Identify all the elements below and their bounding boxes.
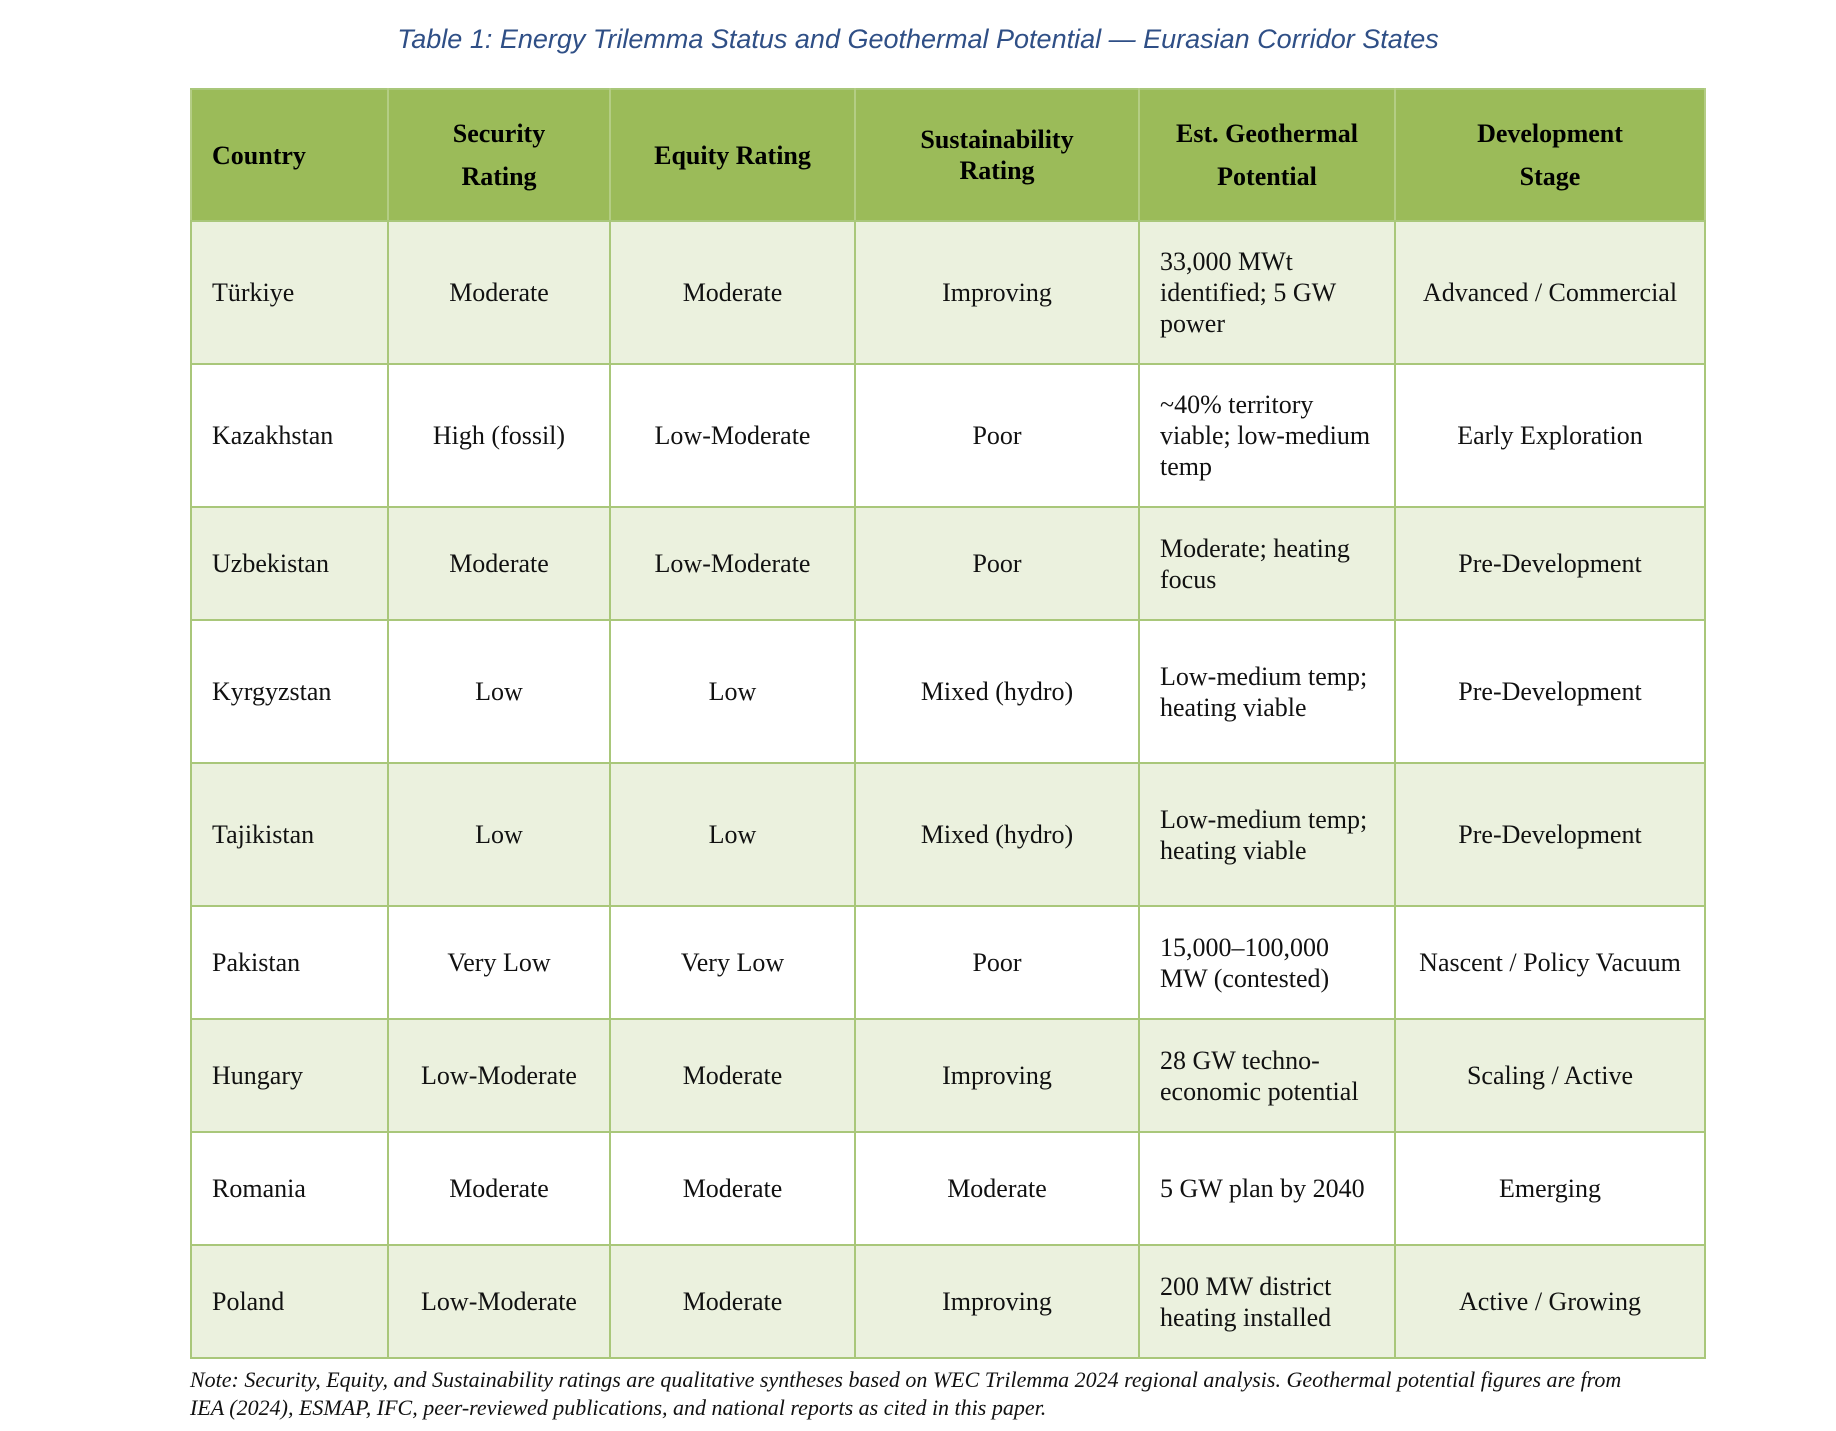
header-development-stage	[1395, 89, 1705, 221]
cell-equity-rating: Moderate	[610, 221, 855, 364]
cell-development-stage: Scaling / Active	[1395, 1019, 1705, 1132]
header-security-line-1: Security	[452, 119, 546, 148]
header-country	[191, 89, 388, 221]
cell-geothermal-potential: Low-medium temp; heating viable	[1139, 620, 1395, 763]
table-header	[191, 89, 1705, 221]
cell-geothermal-potential: 15,000–100,000 MW (contested)	[1139, 906, 1395, 1019]
cell-geothermal-potential: 5 GW plan by 2040	[1139, 1132, 1395, 1245]
cell-equity-rating: Low	[610, 620, 855, 763]
cell-country: Tajikistan	[191, 763, 388, 906]
cell-country: Uzbekistan	[191, 507, 388, 620]
cell-equity-rating: Low-Moderate	[610, 507, 855, 620]
table-row	[191, 1019, 1705, 1132]
header-equity-line: Equity Rating	[654, 140, 811, 170]
cell-development-stage: Pre-Development	[1395, 507, 1705, 620]
cell-equity-rating: Moderate	[610, 1019, 855, 1132]
cell-sustainability-rating: Improving	[855, 1245, 1139, 1358]
cell-sustainability-rating: Poor	[855, 507, 1139, 620]
cell-security-rating: Moderate	[388, 1132, 610, 1245]
table-row	[191, 507, 1705, 620]
cell-country: Romania	[191, 1132, 388, 1245]
table-caption: Table 1: Energy Trilemma Status and Geothermal Potential — Eurasian Corridor States	[397, 24, 1439, 54]
cell-security-rating: Moderate	[388, 507, 610, 620]
cell-development-stage: Early Exploration	[1395, 364, 1705, 507]
cell-security-rating: Low-Moderate	[388, 1245, 610, 1358]
cell-geothermal-potential: 200 MW district heating installed	[1139, 1245, 1395, 1358]
cell-security-rating: Low	[388, 620, 610, 763]
cell-country: Hungary	[191, 1019, 388, 1132]
cell-geothermal-potential: Low-medium temp; heating viable	[1139, 763, 1395, 906]
header-sustainability-line-1: Sustainability	[920, 125, 1074, 154]
table-row	[191, 364, 1705, 507]
cell-sustainability-rating: Improving	[855, 221, 1139, 364]
cell-country: Poland	[191, 1245, 388, 1358]
cell-development-stage: Advanced / Commercial	[1395, 221, 1705, 364]
cell-development-stage: Pre-Development	[1395, 620, 1705, 763]
cell-sustainability-rating: Poor	[855, 364, 1139, 507]
cell-geothermal-potential: ~40% territory viable; low-medium temp	[1139, 364, 1395, 507]
cell-development-stage: Pre-Development	[1395, 763, 1705, 906]
header-stage-line-1: Development	[1477, 119, 1623, 148]
header-geothermal-line-1: Est. Geothermal	[1176, 119, 1358, 148]
trilemma-table	[190, 88, 1706, 1359]
cell-sustainability-rating: Mixed (hydro)	[855, 763, 1139, 906]
cell-country: Kyrgyzstan	[191, 620, 388, 763]
cell-equity-rating: Moderate	[610, 1132, 855, 1245]
header-equity-rating	[610, 89, 855, 221]
cell-country: Kazakhstan	[191, 364, 388, 507]
header-sustainability-line-2: Rating	[959, 156, 1035, 185]
header-geothermal-potential	[1139, 89, 1395, 221]
cell-geothermal-potential: Moderate; heating focus	[1139, 507, 1395, 620]
cell-sustainability-rating: Improving	[855, 1019, 1139, 1132]
cell-development-stage: Emerging	[1395, 1132, 1705, 1245]
cell-security-rating: Moderate	[388, 221, 610, 364]
table-row	[191, 763, 1705, 906]
cell-geothermal-potential: 28 GW techno-economic potential	[1139, 1019, 1395, 1132]
cell-country: Pakistan	[191, 906, 388, 1019]
header-geothermal-line-2: Potential	[1217, 162, 1317, 191]
header-stage-line-2: Stage	[1519, 162, 1581, 191]
cell-equity-rating: Low-Moderate	[610, 364, 855, 507]
header-row	[191, 89, 1705, 221]
cell-equity-rating: Moderate	[610, 1245, 855, 1358]
table-row	[191, 1132, 1705, 1245]
cell-security-rating: Low	[388, 763, 610, 906]
cell-development-stage: Active / Growing	[1395, 1245, 1705, 1358]
table-row	[191, 620, 1705, 763]
cell-country: Türkiye	[191, 221, 388, 364]
cell-sustainability-rating: Poor	[855, 906, 1139, 1019]
cell-geothermal-potential: 33,000 MWt identified; 5 GW power	[1139, 221, 1395, 364]
header-security-line-2: Rating	[461, 162, 537, 191]
cell-security-rating: Very Low	[388, 906, 610, 1019]
header-security-rating	[388, 89, 610, 221]
cell-sustainability-rating: Moderate	[855, 1132, 1139, 1245]
cell-equity-rating: Very Low	[610, 906, 855, 1019]
table-row	[191, 1245, 1705, 1358]
cell-security-rating: Low-Moderate	[388, 1019, 610, 1132]
header-country-line: Country	[212, 140, 306, 170]
cell-development-stage: Nascent / Policy Vacuum	[1395, 906, 1705, 1019]
header-sustainability-rating	[855, 89, 1139, 221]
table-row	[191, 221, 1705, 364]
cell-equity-rating: Low	[610, 763, 855, 906]
table-note: Note: Security, Equity, and Sustainability ratings are qualitative syntheses based on WEC Trilemma 2024 regional analysis. Geothermal potential figures are from IEA (2024), ESMAP, IFC, peer-reviewed publications, and national reports as cited in this paper.	[190, 1367, 1622, 1420]
cell-sustainability-rating: Mixed (hydro)	[855, 620, 1139, 763]
table-row	[191, 906, 1705, 1019]
table-body	[191, 221, 1705, 1358]
cell-security-rating: High (fossil)	[388, 364, 610, 507]
